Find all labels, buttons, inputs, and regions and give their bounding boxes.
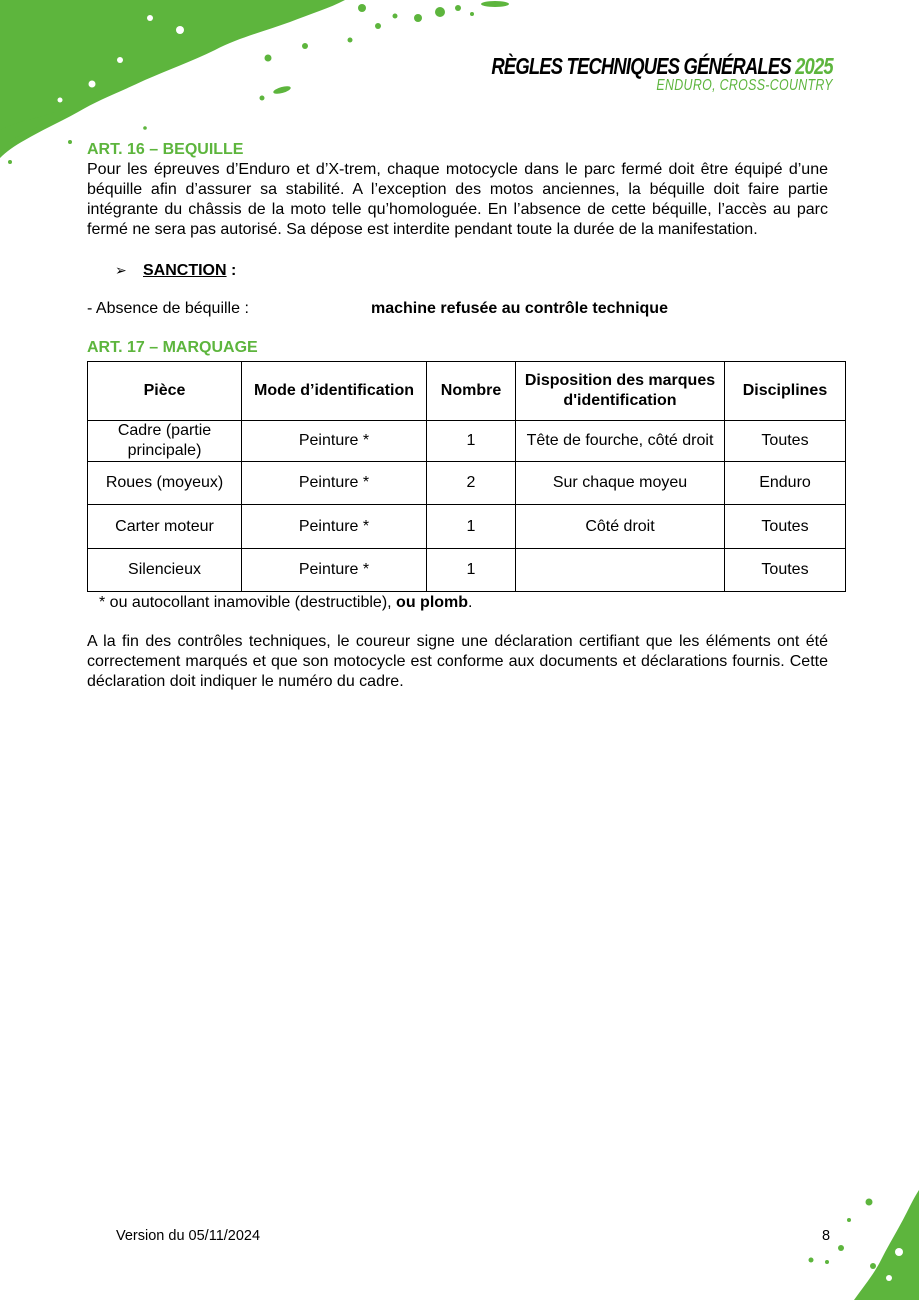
sanction-heading: [115, 260, 828, 281]
table-header-row: [88, 362, 846, 421]
marking-table: [87, 361, 846, 592]
table-cell: Toutes: [725, 421, 846, 462]
table-row: [88, 505, 846, 549]
page-content: [87, 140, 828, 692]
column-header: Disposition des marques d'identification: [516, 362, 725, 421]
penalty-line: [87, 299, 828, 319]
header-title: [492, 54, 833, 78]
penalty-label: - Absence de béquille :: [87, 300, 249, 317]
table-cell: 1: [427, 421, 516, 462]
table-cell: Peinture *: [242, 462, 427, 505]
table-cell: Côté droit: [516, 505, 725, 549]
sanction-label: SANCTION: [143, 262, 227, 279]
table-cell: Silencieux: [88, 549, 242, 592]
table-cell: Toutes: [725, 549, 846, 592]
footer-version: Version du 05/11/2024: [116, 1228, 261, 1244]
page-number: 8: [822, 1228, 831, 1244]
column-header: Disciplines: [725, 362, 846, 421]
art17-heading: ART. 17 – MARQUAGE: [87, 339, 258, 356]
table-row: [88, 462, 846, 505]
column-header: Pièce: [88, 362, 242, 421]
header-title-year: 2025: [795, 53, 833, 79]
penalty-result: machine refusée au contrôle technique: [371, 300, 668, 317]
table-cell: 2: [427, 462, 516, 505]
table-cell: Roues (moyeux): [88, 462, 242, 505]
table-cell: Peinture *: [242, 549, 427, 592]
arrow-bullet-icon: ➢: [115, 262, 127, 278]
document-header: [406, 54, 833, 94]
table-footnote: [99, 593, 828, 613]
footnote-end: .: [468, 594, 473, 611]
footnote-text: * ou autocollant inamovible (destructible),: [99, 594, 397, 611]
table-cell: Peinture *: [242, 505, 427, 549]
art16-heading: ART. 16 – BEQUILLE: [87, 141, 244, 158]
art17-final-paragraph: A la fin des contrôles techniques, le coureur signe une déclaration certifiant que les éléments ont été correctement marqués et que son motocycle est conforme aux documents et déclarations fournis. Cette déclaration doit indiquer le numéro du cadre.: [87, 633, 828, 690]
table-cell: Tête de fourche, côté droit: [516, 421, 725, 462]
table-row: [88, 549, 846, 592]
decorative-splash-bottom-right: [749, 1190, 919, 1300]
art16-body: Pour les épreuves d’Enduro et d’X-trem, chaque motocycle dans le parc fermé doit être équipé d’une béquille afin d’assurer sa stabilité. A l’exception des motos anciennes, la béquille doit faire partie intégrante du châssis de la moto telle qu’homologuée. En l’absence de cette béquille, l’accès au parc fermé ne sera pas autorisé. Sa dépose est interdite pendant toute la durée de la manifestation.: [87, 161, 828, 238]
table-cell: 1: [427, 505, 516, 549]
header-title-main: RÈGLES TECHNIQUES GÉNÉRALES: [491, 53, 791, 79]
table-cell: [516, 549, 725, 592]
table-cell: Toutes: [725, 505, 846, 549]
table-cell: Cadre (partie principale): [88, 421, 242, 462]
column-header: Nombre: [427, 362, 516, 421]
table-cell: Carter moteur: [88, 505, 242, 549]
table-cell: Peinture *: [242, 421, 427, 462]
column-header: Mode d’identification: [242, 362, 427, 421]
sanction-colon: :: [226, 262, 237, 279]
table-cell: Enduro: [725, 462, 846, 505]
table-cell: Sur chaque moyeu: [516, 462, 725, 505]
table-row: [88, 421, 846, 462]
header-subtitle: ENDURO, CROSS-COUNTRY: [656, 77, 833, 94]
footnote-bold: ou plomb: [396, 594, 469, 611]
table-cell: 1: [427, 549, 516, 592]
